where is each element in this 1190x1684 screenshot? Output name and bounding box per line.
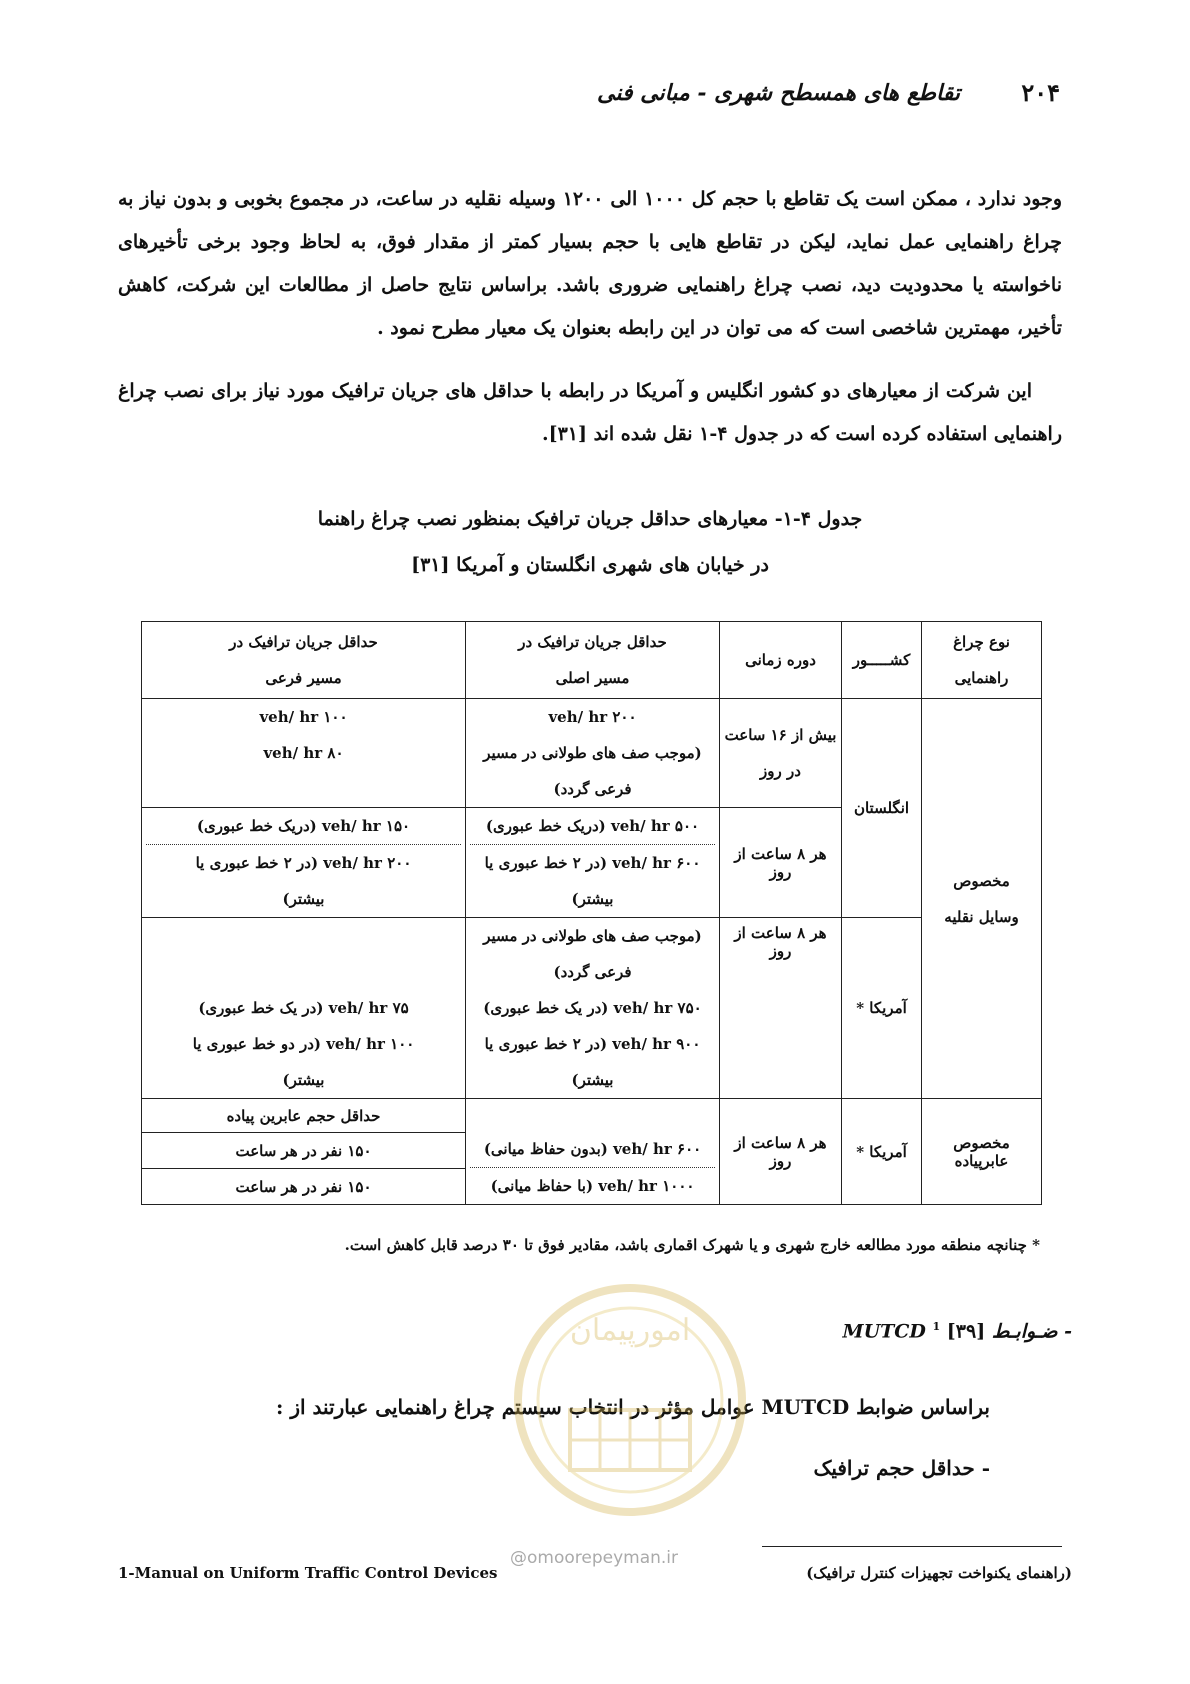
section-heading-fa: - ضـوابـط — [991, 1320, 1072, 1343]
table-row — [142, 918, 1042, 1099]
paragraph-2: این شرکت از معیارهای دو کشور انگلیس و آمریکا در رابطه با حداقل های جریان ترافیک مورد نیاز برای نصب چراغ راهنمایی استفاده کرده است که در جدول ۴-۱ نقل شده اند [۳۱]. — [118, 380, 1062, 445]
side-uk-b-line3: بیشتر) — [282, 890, 325, 908]
main-uk-a-line2: (موجب صف های طولانی در مسیر — [483, 744, 702, 762]
watermark-logo-text: امورپیمان — [569, 1313, 691, 1348]
main-uk-b-line3: بیشتر) — [571, 890, 614, 908]
table-caption-line2: در خیابان های شهری انگلستان و آمریکا [۳۱] — [411, 554, 769, 576]
cell-pedestrian-type: مخصوص عابرپیاده — [922, 1099, 1042, 1205]
page-header — [120, 78, 1060, 118]
footnote-persian: (راهنمای یکنواخت تجهیزات کنترل ترافیک) — [806, 1564, 1072, 1582]
header-signal-type: نوع چراغ راهنمایی — [922, 622, 1042, 699]
main-us-line5: بیشتر) — [571, 1071, 614, 1089]
main-us-line2: فرعی گردد) — [553, 963, 632, 981]
header-side-flow-line2: مسیر فرعی — [265, 669, 342, 687]
vehicle-type-line1: مخصوص — [953, 871, 1010, 890]
cell-period-ped: هر ۸ ساعت از روز — [720, 1099, 842, 1205]
header-side-flow — [142, 622, 466, 699]
section-item-1: - حداقل حجم ترافیک — [813, 1456, 990, 1480]
section-heading-en: MUTCD — [842, 1320, 926, 1343]
running-title: تقاطع های همسطح شهری - مبانی فنی — [597, 80, 960, 106]
main-uk-b-line1: ۵۰۰ veh/ hr (دریک خط عبوری) — [470, 808, 715, 845]
cell-country-us-ped: آمریکا * — [842, 1099, 922, 1205]
period-uk-a-line1: بیش از ۱۶ ساعت — [724, 726, 837, 744]
watermark-logo-icon — [500, 1270, 760, 1530]
table-header-row — [142, 622, 1042, 699]
cell-period-uk-a — [720, 699, 842, 808]
side-uk-a-line2: ۸۰ veh/ hr — [263, 744, 344, 762]
main-us-line4: ۹۰۰ veh/ hr (در ۲ خط عبوری یا — [484, 1035, 701, 1053]
cell-country-us: آمریکا * — [842, 918, 922, 1099]
header-main-flow — [466, 622, 720, 699]
section-intro: براساس ضوابط MUTCD عوامل مؤثر در انتخاب سیستم چراغ راهنمایی عبارتند از : — [275, 1395, 990, 1419]
table-note: * چنانچه منطقه مورد مطالعه خارج شهری و یا شهرک اقماری باشد، مقادیر فوق تا ۳۰ درصد قابل کاهش است. — [344, 1236, 1040, 1254]
section-heading — [843, 1320, 1072, 1342]
header-main-flow-line1: حداقل جریان ترافیک در — [518, 633, 667, 651]
side-us-line1: ۷۵ veh/ hr (در یک خط عبوری) — [198, 999, 409, 1017]
paragraph-1: وجود ندارد ، ممکن است یک تقاطع با حجم کل ۱۰۰۰ الی ۱۲۰۰ وسیله نقلیه در ساعت، در مجموع بخوبی و بدون نیاز به چراغ راهنمایی عمل نماید، لیکن در تقاطع هایی با حجم بسیار کمتر از مقدار فوق، به لحاظ وجود برخی تأخیرهای ناخواسته یا محدودیت دید، نصب چراغ راهنمایی ضروری باشد. براساس نتایج حاصل از مطالعات این شرکت، کاهش تأخیر، مهمترین شاخصی است که می توان در این رابطه بعنوان یک معیار مطرح نمود . — [118, 188, 1063, 339]
cell-side-ped-2: ۱۵۰ نفر در هر ساعت — [142, 1169, 466, 1205]
header-main-flow-line2: مسیر اصلی — [555, 669, 630, 687]
header-country: کشـــــور — [842, 622, 922, 699]
main-us-line3: ۷۵۰ veh/ hr (در یک خط عبوری) — [483, 999, 702, 1017]
main-ped-line2: ۱۰۰۰ veh/ hr (با حفاظ میانی) — [490, 1177, 695, 1195]
cell-period-uk-b: هر ۸ ساعت از روز — [720, 808, 842, 918]
cell-main-uk-b — [466, 808, 720, 918]
side-us-line2: ۱۰۰ veh/ hr (در دو خط عبوری یا — [192, 1035, 415, 1053]
cell-period-us: هر ۸ ساعت از روز — [720, 918, 842, 1099]
cell-side-ped-1: ۱۵۰ نفر در هر ساعت — [142, 1133, 466, 1169]
side-uk-b-line1: ۱۵۰ veh/ hr (دریک خط عبوری) — [146, 808, 461, 845]
footnote-english: 1-Manual on Uniform Traffic Control Devices — [118, 1564, 498, 1582]
cell-side-us — [142, 918, 466, 1099]
main-uk-b-line2: ۶۰۰ veh/ hr (در ۲ خط عبوری یا — [484, 854, 701, 872]
header-side-flow-line1: حداقل جریان ترافیک در — [229, 633, 378, 651]
section-heading-ref: [۳۹] — [946, 1320, 986, 1343]
page-number: ۲۰۴ — [1021, 78, 1060, 107]
main-ped-line1: ۶۰۰ veh/ hr (بدون حفاظ میانی) — [470, 1131, 715, 1168]
table-caption-line1: جدول ۴-۱- معیارهای حداقل جریان ترافیک بمنظور نصب چراغ راهنما — [317, 508, 863, 530]
main-uk-a-line3: فرعی گردد) — [553, 780, 632, 798]
watermark-site: @omoorepeyman.ir — [510, 1548, 679, 1568]
footnote-marker: 1 — [932, 1320, 941, 1333]
table-caption — [118, 496, 1062, 588]
criteria-table — [141, 621, 1042, 1205]
cell-main-ped — [466, 1099, 720, 1205]
side-uk-a-line1: ۱۰۰ veh/ hr — [259, 708, 348, 726]
cell-vehicle-type — [922, 699, 1042, 1099]
vehicle-type-line2: وسایل نقلیه — [944, 907, 1019, 926]
header-period: دوره زمانی — [720, 622, 842, 699]
main-us-line1: (موجب صف های طولانی در مسیر — [483, 927, 702, 945]
side-us-line3: بیشتر) — [282, 1071, 325, 1089]
cell-side-ped-header: حداقل حجم عابرین پیاده — [142, 1099, 466, 1133]
table-row — [142, 1099, 1042, 1133]
cell-side-uk-b — [142, 808, 466, 918]
cell-main-us — [466, 918, 720, 1099]
period-uk-a-line2: در روز — [760, 762, 801, 780]
main-uk-a-line1: ۲۰۰ veh/ hr — [548, 708, 637, 726]
footnote-divider — [762, 1546, 1062, 1547]
side-uk-b-line2: ۲۰۰ veh/ hr (در ۲ خط عبوری یا — [195, 854, 412, 872]
cell-side-uk-a — [142, 699, 466, 808]
table-row — [142, 699, 1042, 808]
cell-main-uk-a — [466, 699, 720, 808]
cell-country-uk: انگلستان — [842, 699, 922, 918]
